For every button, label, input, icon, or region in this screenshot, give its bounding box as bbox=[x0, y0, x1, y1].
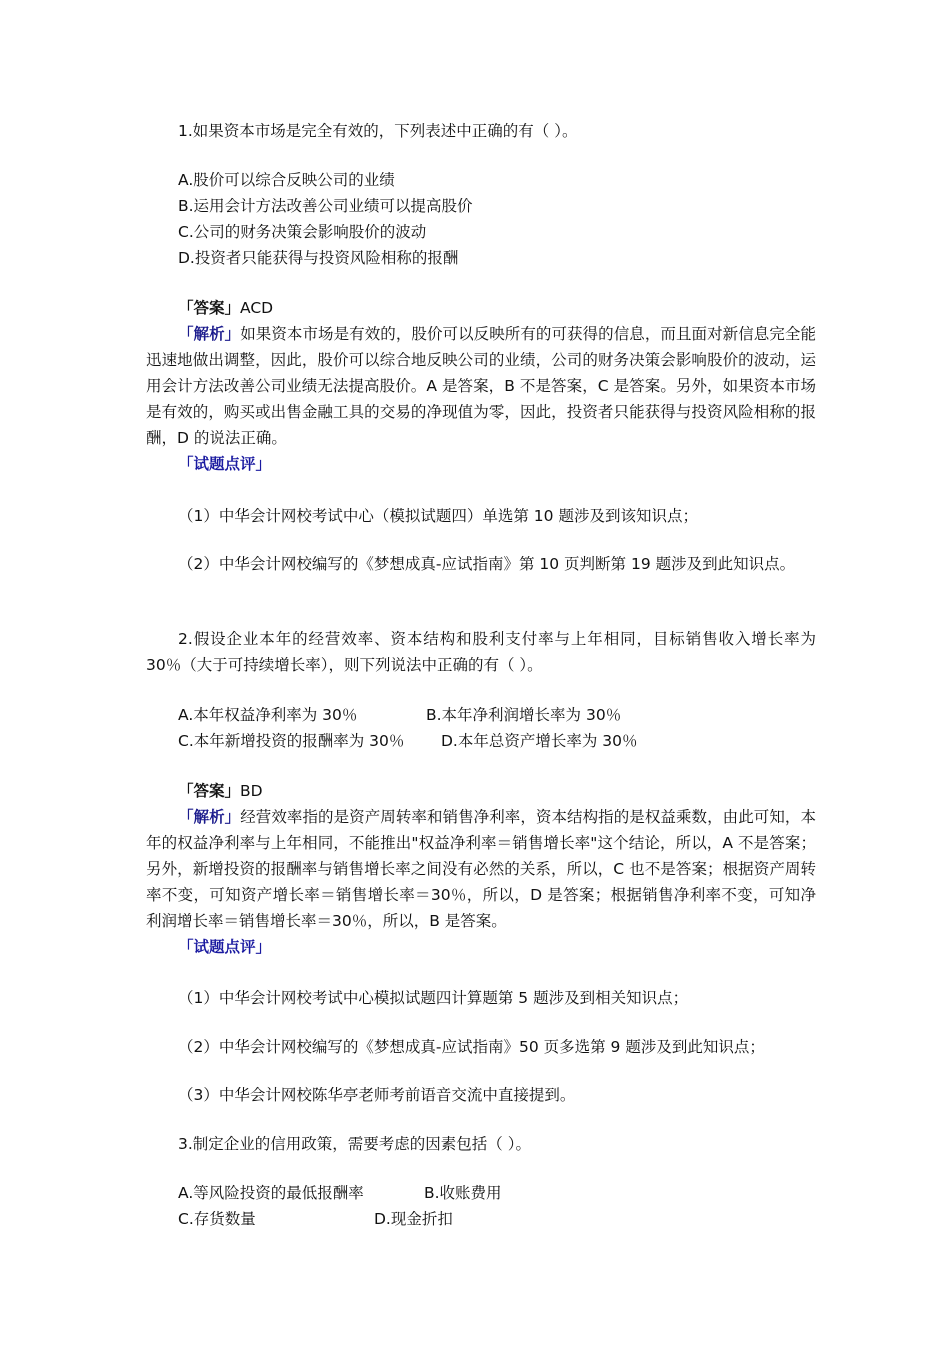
answer-line bbox=[146, 295, 816, 321]
question-2-comment-1 bbox=[146, 985, 816, 1011]
question-1-stem bbox=[146, 118, 816, 144]
comment-heading bbox=[146, 451, 816, 477]
comment-heading bbox=[146, 934, 816, 960]
option-a: A.本年权益净利率为 30％ bbox=[178, 706, 358, 724]
comment-tag: 「试题点评」 bbox=[178, 455, 272, 473]
answer-tag: 「答案」 bbox=[178, 299, 241, 317]
question-2-comment-2 bbox=[146, 1034, 816, 1060]
answer-value: BD bbox=[240, 782, 263, 800]
analysis-text: 如果资本市场是有效的，股价可以反映所有的可获得的信息，而且面对新信息完全能迅速地做出调整，因此，股价可以综合地反映公司的业绩，公司的财务决策会影响股价的波动，运用会计方法改善公司业绩无法提高股价。A 是答案，B 不是答案，C 是答案。另外，如果资本市场是有效的，购买或出售金融工具的交易的净现值为零，因此，投资者只能获得与投资风险相称的报酬，D 的说法正确。 bbox=[146, 325, 816, 447]
option-a: A.等风险投资的最低报酬率 bbox=[178, 1184, 364, 1202]
comment-item: （3）中华会计网校陈华亭老师考前语音交流中直接提到。 bbox=[178, 1086, 576, 1104]
option-b: B.本年净利润增长率为 30％ bbox=[426, 706, 622, 724]
option-row bbox=[146, 1206, 816, 1232]
answer-line bbox=[146, 778, 816, 804]
option-row bbox=[146, 728, 816, 754]
analysis-paragraph bbox=[146, 321, 816, 451]
analysis-paragraph bbox=[146, 804, 816, 934]
question-3-stem bbox=[146, 1131, 816, 1157]
question-1-answer-section bbox=[146, 295, 816, 477]
question-3-options bbox=[146, 1180, 816, 1232]
option-d: D.投资者只能获得与投资风险相称的报酬 bbox=[178, 249, 459, 267]
question-1-comment-1 bbox=[146, 503, 816, 529]
comment-item: （1）中华会计网校考试中心模拟试题四计算题第 5 题涉及到相关知识点； bbox=[178, 989, 689, 1007]
question-stem-text: 1.如果资本市场是完全有效的，下列表述中正确的有（ ）。 bbox=[178, 122, 578, 140]
analysis-tag: 「解析」 bbox=[178, 325, 241, 343]
question-stem-text: 3.制定企业的信用政策，需要考虑的因素包括（ ）。 bbox=[178, 1135, 531, 1153]
option-d: D.本年总资产增长率为 30％ bbox=[441, 732, 638, 750]
option-row bbox=[146, 702, 816, 728]
answer-value: ACD bbox=[240, 299, 274, 317]
option-c: C.本年新增投资的报酬率为 30％ bbox=[178, 732, 405, 750]
analysis-text: 经营效率指的是资产周转率和销售净利率，资本结构指的是权益乘数，由此可知，本年的权益净利率与上年相同，不能推出"权益净利率＝销售增长率"这个结论，所以，A 不是答案；另外，新增投资的报酬率与销售增长率之间没有必然的关系，所以，C 也不是答案；根据资产周转率不变，可知资产增长率＝销售增长率＝30％，所以，D 是答案；根据销售净利率不变，可知净利润增长率＝销售增长率＝30％，所以，B 是答案。 bbox=[146, 808, 816, 930]
question-2-answer-section bbox=[146, 778, 816, 960]
question-2-stem bbox=[146, 626, 816, 678]
comment-item: （1）中华会计网校考试中心（模拟试题四）单选第 10 题涉及到该知识点； bbox=[178, 507, 698, 525]
question-1-comment-2 bbox=[146, 551, 816, 577]
option-c: C.存货数量 bbox=[178, 1210, 256, 1228]
comment-item: （2）中华会计网校编写的《梦想成真-应试指南》第 10 页判断第 19 题涉及到此知识点。 bbox=[178, 555, 796, 573]
question-2-comment-3 bbox=[146, 1082, 816, 1108]
question-stem-text: 2.假设企业本年的经营效率、资本结构和股利支付率与上年相同，目标销售收入增长率为 30％（大于可持续增长率），则下列说法中正确的有（ ）。 bbox=[146, 630, 816, 674]
option-b: B.运用会计方法改善公司业绩可以提高股价 bbox=[178, 197, 473, 215]
option-c: C.公司的财务决策会影响股价的波动 bbox=[178, 223, 427, 241]
question-1-options bbox=[146, 167, 816, 271]
option-row bbox=[146, 1180, 816, 1206]
answer-tag: 「答案」 bbox=[178, 782, 241, 800]
comment-item: （2）中华会计网校编写的《梦想成真-应试指南》50 页多选第 9 题涉及到此知识点； bbox=[178, 1038, 765, 1056]
option-b: B.收账费用 bbox=[424, 1184, 502, 1202]
option-d: D.现金折扣 bbox=[374, 1210, 453, 1228]
question-2-options bbox=[146, 702, 816, 754]
comment-tag: 「试题点评」 bbox=[178, 938, 272, 956]
analysis-tag: 「解析」 bbox=[178, 808, 241, 826]
option-a: A.股价可以综合反映公司的业绩 bbox=[178, 171, 395, 189]
